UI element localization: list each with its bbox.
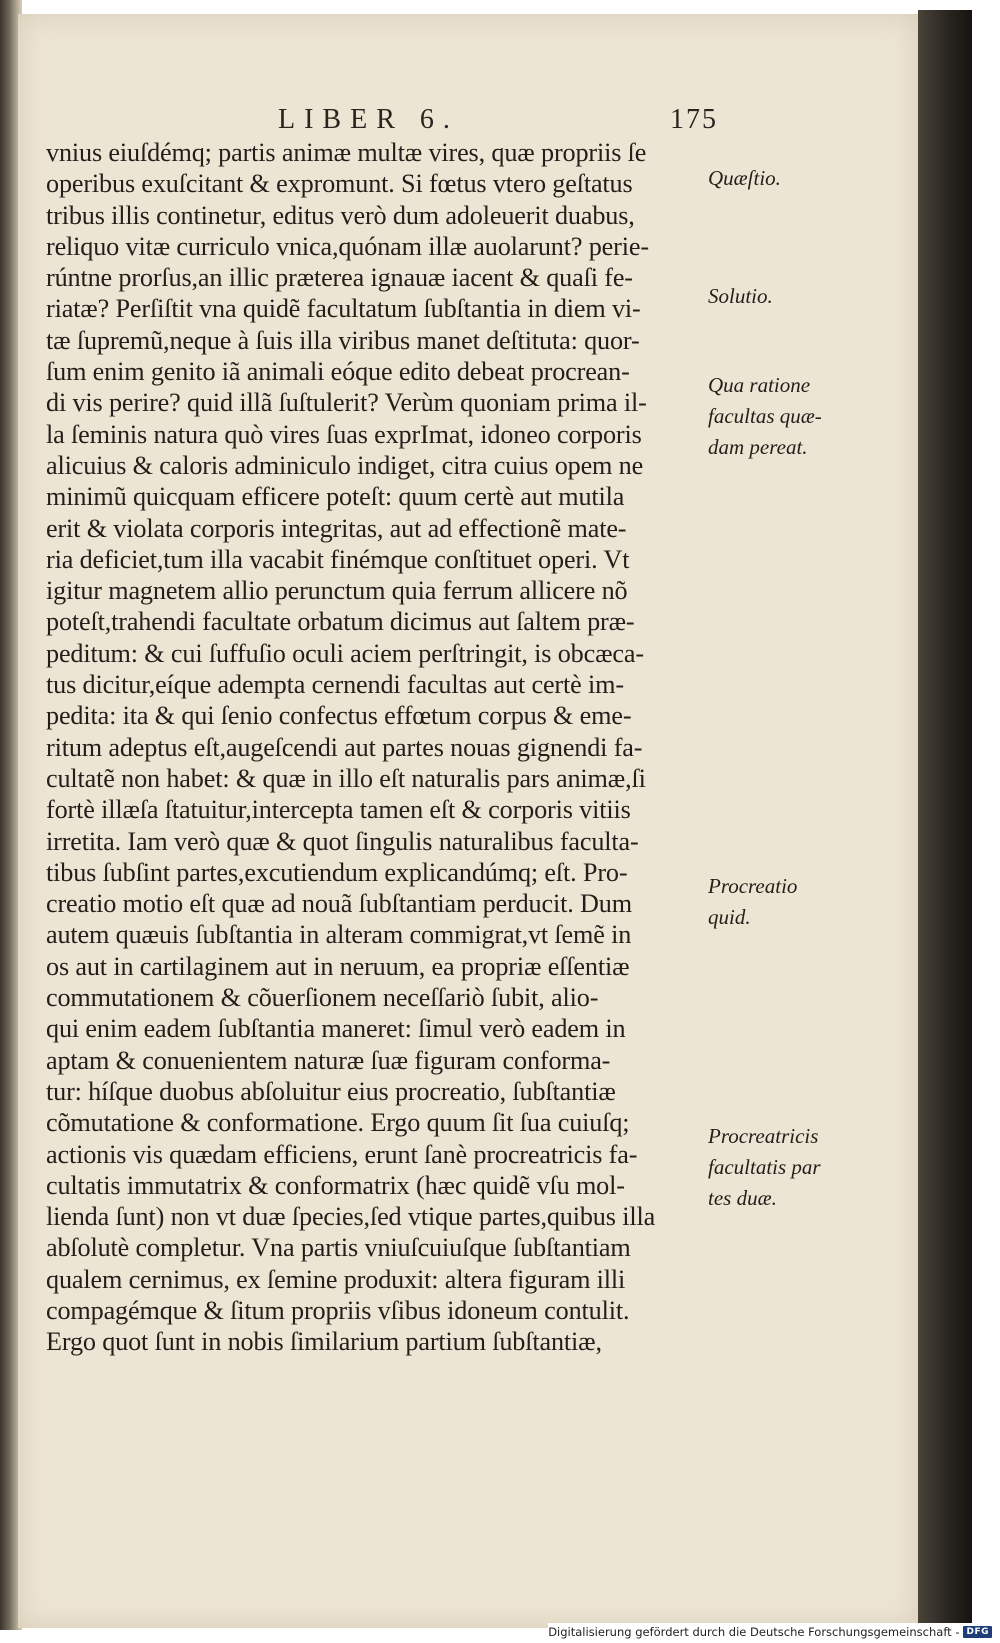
text-line: tribus illis continetur, editus verò dum adoleuerit duabus, bbox=[46, 200, 635, 230]
margin-note-solutio: Solutio. bbox=[708, 284, 773, 308]
footer-credit-text: Digitalisierung gefördert durch die Deutsche Forschungsgemeinschaft - bbox=[548, 1625, 960, 1639]
margin-note-qua-ratione: Qua ratione facultas quæ- dam pereat. bbox=[708, 373, 822, 459]
text-line: vnius eiuſdémq; partis animæ multæ vires, quæ propriis ſe bbox=[46, 138, 647, 167]
margin-note-procreatricis: Procreatricis facultatis par tes duæ. bbox=[708, 1124, 821, 1210]
text-line: riatæ? Perſiſtit vna quidẽ facultatum ſubſtantia in diem vi- bbox=[46, 294, 641, 324]
text-line: actionis vis quædam efficiens, erunt ſanè procreatricis fa- bbox=[46, 1139, 638, 1169]
text-line: poteſt,trahendi facultate orbatum dicimus aut ſaltem præ- bbox=[46, 607, 635, 637]
text-line: os aut in cartilaginem aut in neruum, ea propriæ eſſentiæ bbox=[46, 951, 630, 981]
text-line: minimũ quicquam efficere poteſt: quum certè aut mutila bbox=[46, 482, 625, 512]
text-line: pedita: ita & qui ſenio confectus effœtum corpus & eme- bbox=[46, 701, 632, 731]
text-line: autem quæuis ſubſtantia in alteram commigrat,vt ſemẽ in bbox=[46, 920, 632, 950]
text-line: di vis perire? quid illã ſuſtulerit? Verùm quoniam prima il- bbox=[46, 388, 647, 418]
text-line: peditum: & cui ſuffuſio oculi aciem perſtringit, is obcæca- bbox=[46, 638, 644, 668]
text-line: ſum enim genito iã animali eóque edito debeat procrean- bbox=[46, 357, 630, 387]
text-line: cultatẽ non habet: & quæ in illo eſt naturalis pars animæ,ſi bbox=[46, 763, 646, 793]
text-line: tæ ſupremũ,neque à ſuis illa viribus manet deſtituta: quor- bbox=[46, 325, 640, 355]
text-line: tibus ſubſint partes,excutiendum explicandúmq; eſt. Pro- bbox=[46, 857, 628, 887]
text-line: alicuius & caloris adminiculo indiget, citra cuius opem ne bbox=[46, 450, 644, 480]
text-line: abſolutè completur. Vna partis vniuſcuiuſque ſubſtantiam bbox=[46, 1233, 631, 1263]
text-line: tur: híſque duobus abſoluitur eius procreatio, ſubſtantiæ bbox=[46, 1076, 616, 1106]
text-line: la ſeminis natura quò vires ſuas exprImat, idoneo corporis bbox=[46, 419, 642, 449]
text-line: operibus exuſcitant & expromunt. Si fœtus vtero geſtatus bbox=[46, 169, 633, 199]
text-line: ritum adeptus eſt,augeſcendi aut partes nouas gignendi fa- bbox=[46, 732, 643, 762]
text-line: rúntne prorſus,an illic præterea ignauæ iacent & quaſi fe- bbox=[46, 263, 633, 293]
text-line: reliquo vitæ curriculo vnica,quónam illæ auolarunt? perie- bbox=[46, 231, 649, 261]
text-line: irretita. Iam verò quæ & quot ſingulis naturalibus faculta- bbox=[46, 826, 639, 856]
text-line: compagémque & ſitum propriis vſibus idoneum contulit. bbox=[46, 1295, 630, 1325]
text-line: qui enim eadem ſubſtantia maneret: ſimul verò eadem in bbox=[46, 1014, 626, 1044]
text-line: cõmutatione & conformatione. Ergo quum ſit ſua cuiuſq; bbox=[46, 1108, 630, 1138]
text-line: aptam & conuenientem naturæ ſuæ figuram conforma- bbox=[46, 1045, 611, 1075]
text-line: igitur magnetem allio perunctum quia ferrum allicere nõ bbox=[46, 576, 628, 606]
text-line: erit & violata corporis integritas, aut ad effectionẽ mate- bbox=[46, 513, 627, 543]
margin-note-procreatio-quid: Procreatio quid. bbox=[708, 874, 798, 929]
digitization-footer bbox=[548, 1623, 992, 1641]
running-title: LIBER 6. bbox=[278, 104, 459, 135]
text-line: qualem cernimus, ex ſemine produxit: altera figuram illi bbox=[46, 1264, 626, 1294]
text-line: Ergo quot ſunt in nobis ſimilarium partium ſubſtantiæ, bbox=[46, 1327, 602, 1357]
text-line: commutationem & cõuerſionem neceſſariò ſubit, alio- bbox=[46, 983, 599, 1013]
text-line: lienda ſunt) non vt duæ ſpecies,ſed vtique partes,quibus illa bbox=[46, 1202, 656, 1232]
page-right-edge-shadow bbox=[918, 10, 972, 1630]
margin-note-quaestio: Quæſtio. bbox=[708, 166, 781, 190]
text-line: tus dicitur,eíque adempta cernendi facultas aut certè im- bbox=[46, 670, 624, 700]
text-line: cultatis immutatrix & conformatrix (hæc quidẽ vſu mol- bbox=[46, 1170, 625, 1200]
text-line: fortè illæſa ſtatuitur,intercepta tamen eſt & corporis vitiis bbox=[46, 795, 631, 825]
text-line: creatio motio eſt quæ ad nouã ſubſtantiam perducit. Dum bbox=[46, 889, 632, 919]
dfg-logo: DFG bbox=[963, 1626, 992, 1638]
page-number: 175 bbox=[670, 104, 718, 135]
main-text-block bbox=[46, 137, 706, 1358]
text-line: ria deficiet,tum illa vacabit finémque conſtituet operi. Vt bbox=[46, 544, 630, 574]
